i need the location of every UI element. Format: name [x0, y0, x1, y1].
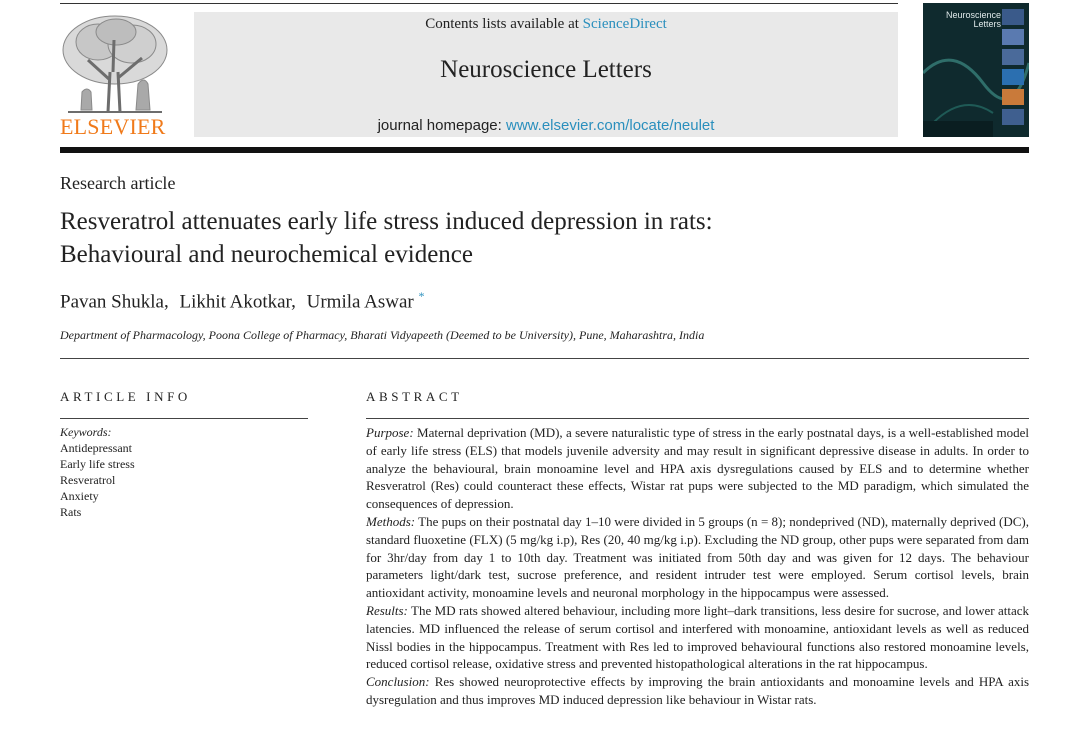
author-list: Pavan Shukla, Likhit Akotkar, Urmila Aswar *	[60, 289, 425, 313]
journal-banner	[194, 12, 898, 137]
header-top-rule	[60, 3, 898, 4]
journal-title: Neuroscience Letters	[440, 56, 652, 83]
journal-homepage-link[interactable]: www.elsevier.com/locate/neulet	[506, 117, 715, 134]
contents-line	[194, 16, 898, 33]
keyword: Rats	[60, 505, 82, 519]
abstract-label: Purpose:	[366, 425, 414, 440]
article-type: Research article	[60, 173, 176, 193]
cover-title	[941, 11, 1001, 29]
keyword: Resveratrol	[60, 473, 116, 487]
abstract-text: The MD rats showed altered behaviour, including more light–dark transitions, less desire for sucrose, and lower attack latencies. MD influenced the release of serum cortisol and interfered with monoamine, antioxidant levels as well as reduced Nissl bodies in the hippocampus. Treatment with Res led to improved behavioural functions also restored monoamine levels, reduced cortisol release, oxidative stress and prevented histopathological alterations in the rat hippocampus.	[366, 602, 1029, 672]
article-title-line1: Resveratrol attenuates early life stress induced depression in rats:	[60, 208, 713, 235]
cover-title-line1: Neuroscience	[945, 10, 1001, 20]
article-title-line2: Behavioural and neurochemical evidence	[60, 241, 474, 268]
article-info-rule	[60, 418, 308, 419]
homepage-line	[194, 117, 898, 134]
keywords-label: Keywords:	[60, 425, 112, 439]
abstract-text: Maternal deprivation (MD), a severe naturalistic type of stress in the early postnatal days, is a well-established model of early life stress (ELS) that models juvenile adversity and may result in significant depressive disease in adults. In order to analyze the behavioural, brain monoamine level and HPA axis dysregulations caused by ELS and to determine whether Resveratrol (Res) could counteract these effects, Wistar rat pups were subjected to the MD paradigm, which simulated the consequences of depression.	[366, 425, 1029, 512]
article-info-heading: ARTICLE INFO	[60, 389, 191, 404]
affiliation: Department of Pharmacology, Poona College of Pharmacy, Bharati Vidyapeeth (Deemed to be University), Pune, Maharashtra, India	[60, 328, 705, 342]
keywords-list	[60, 424, 135, 520]
abstract-label: Conclusion:	[366, 674, 430, 690]
abstract-text: Res showed neuroprotective effects by improving the brain antioxidants and monoamine levels and HPA axis dysregulation and thus improves MD induced depression like behaviour in Wistar rats.	[366, 674, 1030, 707]
keyword: Antidepressant	[60, 441, 132, 455]
abstract-label: Results:	[366, 602, 408, 618]
author-name[interactable]: Pavan Shukla	[60, 291, 164, 313]
abstract-results	[366, 602, 1029, 673]
keyword: Early life stress	[60, 457, 135, 471]
author-name[interactable]: Urmila Aswar	[306, 291, 414, 313]
abstract-heading: ABSTRACT	[366, 389, 463, 404]
abstract-purpose	[366, 424, 1029, 513]
cover-title-line2: Letters	[973, 19, 1001, 29]
contents-prefix: Contents lists available at	[425, 16, 579, 32]
journal-cover-thumbnail[interactable]	[923, 3, 1029, 137]
homepage-prefix: journal homepage:	[377, 117, 502, 134]
article-title	[60, 205, 960, 271]
header-divider	[60, 147, 1029, 153]
abstract-text: The pups on their postnatal day 1–10 were divided in 5 groups (n = 8); nondeprived (ND), maternally deprived (DC), standard fluoxetine (FLX) (5 mg/kg i.p), Res (20, 40 mg/kg i.p). Excluding the ND group, other pups were separated from dam for 3hr/day from day 1 to 10th day. Treatment was initiated from 50th day and was given for 12 days. The behaviour parameters light/dark test, sucrose preference, and resident intruder test were employed. Serum cortisol levels, brain antioxidant activity, monoamine levels and neuronal morphology in the hippocampus were assessed.	[366, 513, 1029, 601]
abstract-rule	[366, 418, 1029, 419]
abstract-body	[366, 424, 1029, 709]
author-name[interactable]: Likhit Akotkar	[179, 291, 292, 313]
section-divider	[60, 358, 1029, 359]
publisher-name: ELSEVIER	[60, 114, 166, 139]
abstract-conclusion	[366, 673, 1029, 709]
keyword: Anxiety	[60, 489, 99, 503]
abstract-methods	[366, 513, 1029, 602]
corresponding-author-mark[interactable]: *	[418, 289, 425, 303]
sciencedirect-link[interactable]: ScienceDirect	[582, 16, 667, 32]
abstract-label: Methods:	[366, 513, 416, 529]
